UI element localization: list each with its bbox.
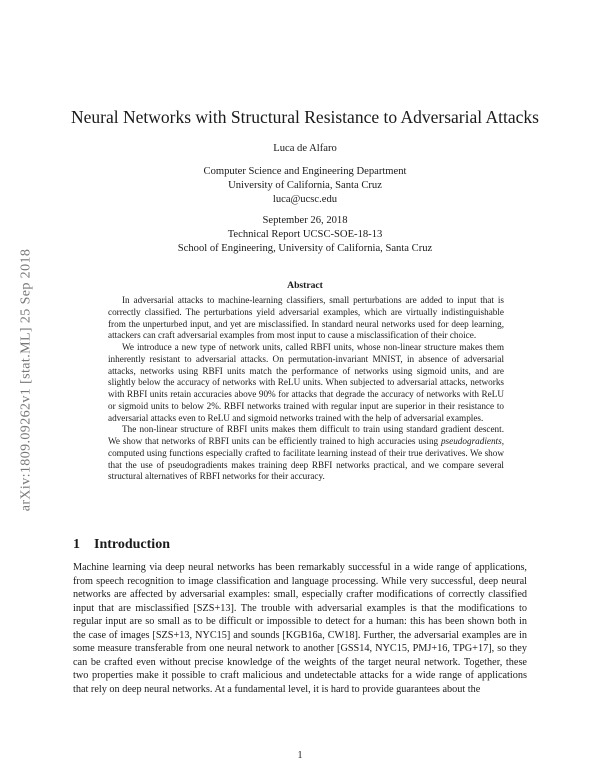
section-number: 1 [73,537,80,552]
report-number: Technical Report UCSC-SOE-18-13 [227,229,383,240]
report-block [60,214,550,256]
report-school: School of Engineering, University of California, Santa Cruz [177,243,433,254]
abstract-paragraph [108,424,504,483]
section-heading [73,537,170,553]
author-email: luca@ucsc.edu [272,194,338,205]
abstract-paragraph: In adversarial attacks to machine-learning classifiers, small perturbations are added to input that is correctly classified. The perturbations yield adversarial examples, which are virtually indistinguishable from the unperturbed input, and yet are misclassified. In standard neural networks used for deep learning, attackers can craft adversarial examples from most input to cause a misclassification of their choice. [108,295,504,341]
affiliation-department: Computer Science and Engineering Department [203,166,407,177]
abstract-heading: Abstract [287,280,323,291]
abstract-body [108,295,504,483]
paper-title: Neural Networks with Structural Resistance to Adversarial Attacks [70,107,539,127]
abstract-text: , computed using functions especially crafted to facilitate learning instead of their true derivatives. We show that the use of pseudogradients makes training deep RBFI networks practical, and we compare several structural alternatives of RBFI networks for their accuracy. [108,436,504,482]
abstract-emphasis: pseudogradients [440,436,502,446]
report-date: September 26, 2018 [262,215,348,226]
affiliation-university: University of California, Santa Cruz [228,180,382,191]
intro-body [73,561,527,696]
author-name: Luca de Alfaro [273,143,337,154]
affiliation-block [60,165,550,207]
arxiv-id: arXiv:1809.09262v1 [stat.ML] 25 Sep 2018 [18,248,33,512]
abstract-paragraph: We introduce a new type of network units, called RBFI units, whose non-linear structure makes them inherently resistant to adversarial attacks. On permutation-invariant MNIST, in absence of adversarial attacks, networks using RBFI units match the performance of networks using sigmoid units, and are slightly below the accuracy of networks with ReLU units. When subjected to adversarial attacks, networks with RBFI units retain accuracies above 90% for attacks that degrade the accuracy of networks with ReLU or sigmoid units to below 2%. RBFI networks trained with regular input are superior in their resistance to adversarial attacks even to ReLU and sigmoid networks trained with the help of adversarial examples. [108,342,504,423]
abstract-text: The non-linear structure of RBFI units makes them difficult to train using standard gradient descent. We show that networks of RBFI units can be efficiently trained to high accuracies using [108,424,504,446]
page-number: 1 [297,750,303,761]
intro-paragraph: Machine learning via deep neural networks has been remarkably successful in a wide range of applications, from speech recognition to image classification and language processing. While very successful, deep neural networks are affected by adversarial examples: small, especially crafter modifications of correctly classified input that are misclassified [SZS+13]. The trouble with adversarial examples is that the modifications to regular input are so small as to be difficult or impossible to detect for a human: this has been shown both in the case of images [SZS+13, NYC15] and sounds [KGB16a, CW18]. Further, the adversarial examples are in some measure transferable from one neural network to another [GSS14, NYC15, PMJ+16, TPG+17], so they can be crafted even without precise knowledge of the weights of the target neural network. Together, these two properties make it possible to craft malicious and undetectable attacks for a wide range of applications that rely on deep neural networks. At a fundamental level, it is hard to provide guarantees about the [73,562,527,695]
section-title: Introduction [94,537,170,552]
arxiv-sidebar-stamp [16,195,36,565]
